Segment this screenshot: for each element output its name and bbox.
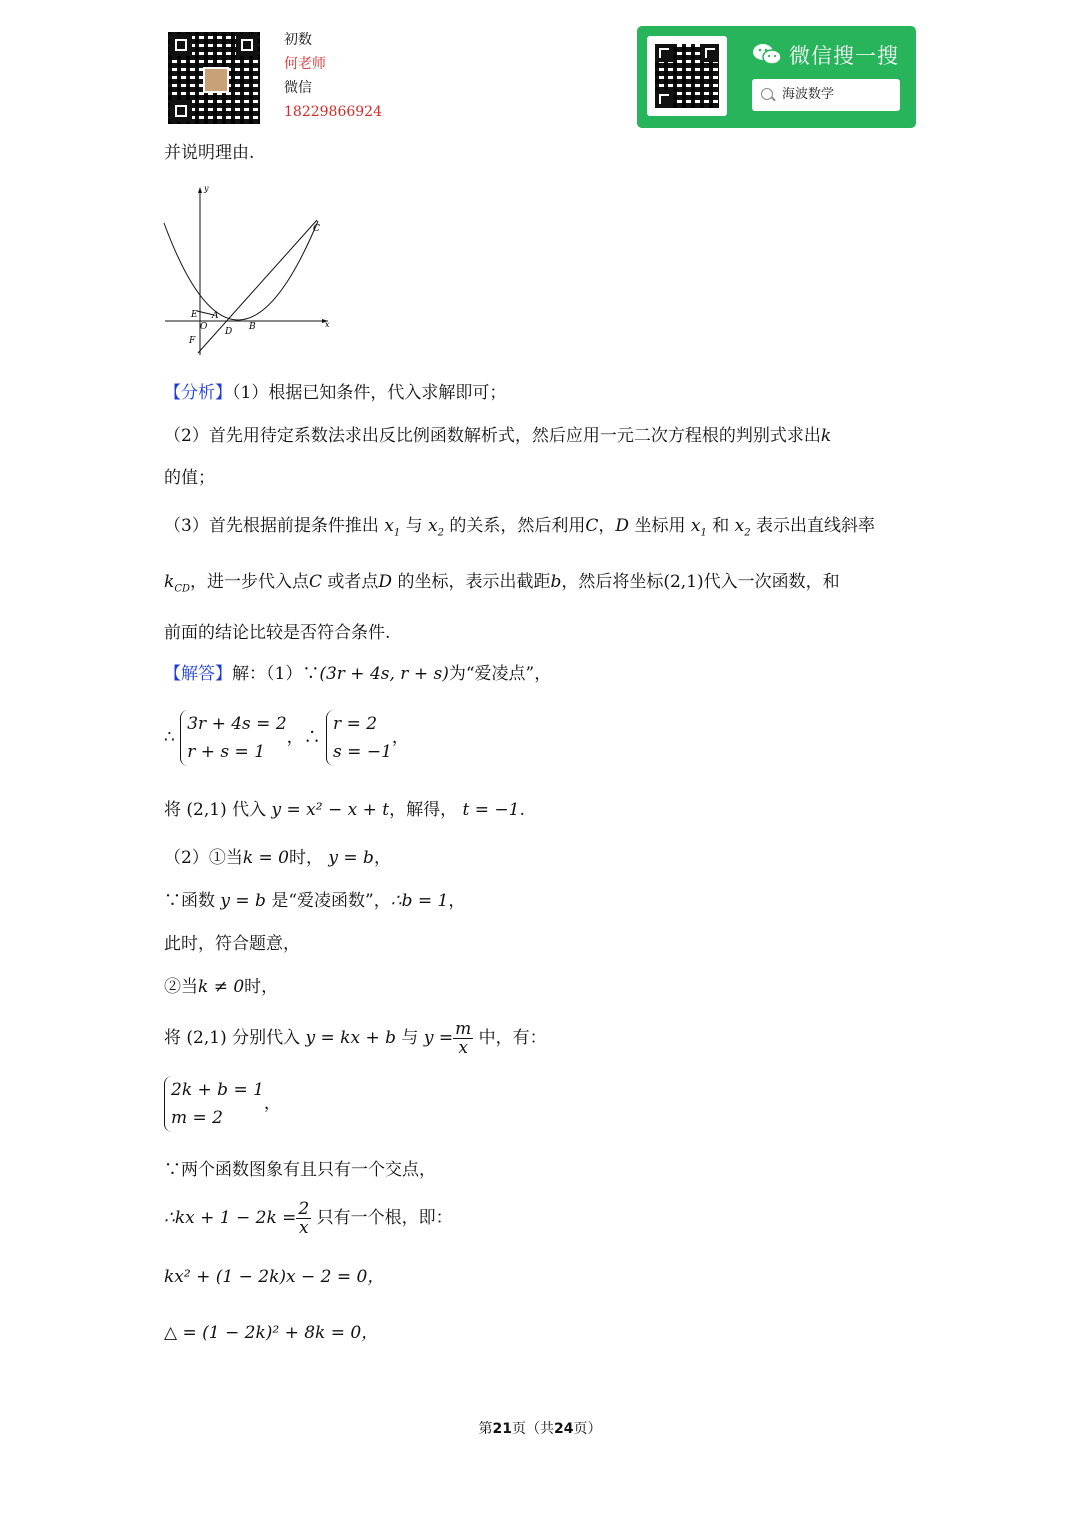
answer-line-5: ∵函数 y = b 是“爱凌函数”，∴b = 1， [164, 891, 466, 911]
label-o: O [200, 322, 208, 332]
math-d: D [615, 516, 630, 536]
answer-line-9: ∵两个函数图象有且只有一个交点， [164, 1160, 436, 1180]
text: ，进一步代入点 [189, 572, 309, 592]
math-var: k [820, 426, 832, 446]
contact-name: 何老师 [284, 56, 326, 72]
banner-search-box[interactable] [752, 79, 900, 111]
text: 坐标用 [634, 516, 686, 536]
qr-finder-mark [170, 34, 192, 56]
math: y = kx + b [305, 1028, 396, 1048]
text: ，解得， [389, 800, 458, 820]
analysis-line-1 [164, 381, 506, 405]
text: 代入一次函数，和 [703, 572, 840, 592]
answer-line-7 [164, 975, 278, 999]
equation-system [164, 1076, 264, 1132]
answer-line-3: 将 (2,1) 代入 y = x² − x + t，解得， t = −1. [164, 800, 525, 820]
text: 将 [164, 800, 181, 820]
text: 的关系，然后利用 [449, 516, 586, 536]
answer-line-4: （2）①当k = 0时， y = b， [164, 848, 391, 868]
text: 与 [405, 516, 423, 536]
math: k ≠ 0 [198, 977, 245, 997]
label-e: E [191, 310, 198, 320]
text: 是“爱凌函数”， [271, 891, 391, 911]
text: 表示出直线斜率 [756, 516, 876, 536]
equation-system [180, 710, 286, 766]
search-icon [761, 88, 773, 100]
math: y = b [220, 891, 266, 911]
analysis-line-5: $k_{CD}$，进一步代入点C 或者点D 的坐标，表示出截距b，然后将坐标(2,1)代入一次函数，和 [164, 572, 840, 595]
math-expr: (3r + 4s, r + s) [319, 664, 449, 684]
label-b: B [249, 322, 256, 332]
banner-qr-code [655, 44, 719, 108]
text: 中，有： [478, 1028, 547, 1048]
answer-line-8: 将 (2,1) 分别代入 y = kx + b 与 y = $\frac{m}{x}$ 中，有： [164, 1019, 547, 1058]
text: （3）首先根据前提条件推出 [164, 516, 379, 536]
analysis-line-6: 前面的结论比较是否符合条件. [164, 623, 391, 643]
text-line: 并说明理由. [164, 143, 255, 163]
answer-line-12: △ = (1 − 2k)² + 8k = 0， [164, 1323, 379, 1343]
eq: 3r + 4s = 2 [187, 714, 287, 734]
eq: 2k + b = 1 [171, 1080, 264, 1100]
answer-line-11: kx² + (1 − 2k)x − 2 = 0， [164, 1267, 385, 1287]
math-b: b [550, 572, 562, 592]
analysis-tag: 【分析】 [164, 383, 232, 403]
numerator: 2 [298, 1199, 310, 1219]
label-a: A [212, 311, 219, 321]
banner-search-text: 海波数学 [782, 87, 835, 102]
text: 与 [401, 1028, 419, 1048]
page-total: 24 [554, 1421, 574, 1437]
contact-qr-code [168, 32, 260, 124]
analysis-text: （1）根据已知条件，代入求解即可； [232, 383, 507, 403]
math: y = [423, 1028, 454, 1048]
math: ∴b = 1 [390, 891, 449, 911]
label-c: C [313, 224, 320, 234]
qr-finder-mark [655, 90, 673, 108]
text: 代入 [232, 800, 267, 820]
banner-qr-frame [647, 36, 727, 116]
math: k = 0 [242, 848, 289, 868]
text: 时， [244, 977, 279, 997]
math-x1: $x_1$ [690, 516, 707, 539]
answer-line-1 [164, 662, 551, 686]
eq: r = 2 [333, 714, 378, 734]
text: 解：（1）∵ [232, 664, 320, 684]
label-y: y [204, 184, 209, 193]
qr-finder-mark [170, 100, 192, 122]
label-d: D [225, 327, 233, 337]
math-x2: $x_2$ [428, 516, 444, 539]
math-kcd: $k_{CD}$ [164, 572, 190, 595]
math-c: C [585, 516, 599, 536]
contact-line: 初数 [284, 32, 312, 48]
text: 将 [164, 1028, 181, 1048]
answer-systems: ∴ 3r + 4s = 2 r + s = 1，∴ r = 2 s = −1， [164, 710, 409, 766]
qr-finder-mark [655, 44, 673, 62]
text: 和 [712, 516, 730, 536]
eq: r + s = 1 [187, 742, 266, 762]
banner-title: 微信搜一搜 [789, 44, 899, 68]
math: ∴kx + 1 − 2k = [164, 1208, 297, 1228]
answer-system-3: 2k + b = 1 m = 2， [164, 1076, 281, 1132]
label-f: F [189, 336, 196, 346]
text: ②当 [164, 977, 198, 997]
line-fc [198, 220, 317, 353]
math-c: C [308, 572, 322, 592]
math: t = −1 [462, 800, 520, 820]
answer-line-6: 此时，符合题意， [164, 934, 300, 954]
math: y = b [328, 848, 374, 868]
equation-system [326, 710, 392, 766]
qr-finder-mark [701, 44, 719, 62]
qr-finder-mark [236, 34, 258, 56]
analysis-text: （2）首先用待定系数法求出反比例函数解析式，然后应用一元二次方程根的判别式求出 [164, 426, 821, 446]
text: 分别代入 [232, 1028, 301, 1048]
text: 页） [573, 1421, 602, 1437]
contact-info [284, 28, 382, 124]
analysis-line-4 [164, 514, 875, 545]
page-number: 21 [492, 1421, 512, 1437]
text: （2）①当 [164, 848, 243, 868]
text: 的坐标，表示出截距 [397, 572, 551, 592]
math: y = x² − x + t [271, 800, 390, 820]
text: 时， [289, 848, 323, 868]
fraction [453, 1020, 473, 1057]
text: ， [598, 516, 616, 536]
wechat-search-banner[interactable] [637, 26, 916, 128]
parabola-figure [160, 183, 340, 358]
page-footer [0, 1418, 1080, 1438]
label-x: x [325, 320, 330, 329]
math-d: D [378, 572, 393, 592]
denominator: x [458, 1038, 468, 1058]
y-axis-arrow [198, 187, 202, 193]
contact-line: 微信 [284, 80, 312, 96]
eq: s = −1 [333, 742, 392, 762]
text: ∵函数 [164, 891, 215, 911]
math-x1: $x_1$ [384, 516, 401, 539]
contact-phone: 18229866924 [284, 104, 382, 120]
text: 或者点 [327, 572, 379, 592]
eq: m = 2 [171, 1108, 223, 1128]
text: 只有一个根，即： [316, 1208, 453, 1228]
numerator: m [455, 1019, 472, 1039]
text: 为“爱凌点”， [448, 664, 552, 684]
text: ，然后将坐标 [561, 572, 664, 592]
analysis-line-3: 的值； [164, 468, 215, 488]
answer-tag: 【解答】 [164, 664, 232, 684]
denominator: x [299, 1218, 309, 1238]
fraction [296, 1200, 311, 1237]
answer-line-10 [164, 1198, 453, 1238]
analysis-line-2 [164, 424, 831, 448]
text: 第 [478, 1421, 493, 1437]
wechat-logo-icon [752, 43, 782, 65]
text: 页（共 [512, 1421, 554, 1437]
qr-avatar [203, 67, 229, 93]
math-x2: $x_2$ [734, 516, 751, 539]
